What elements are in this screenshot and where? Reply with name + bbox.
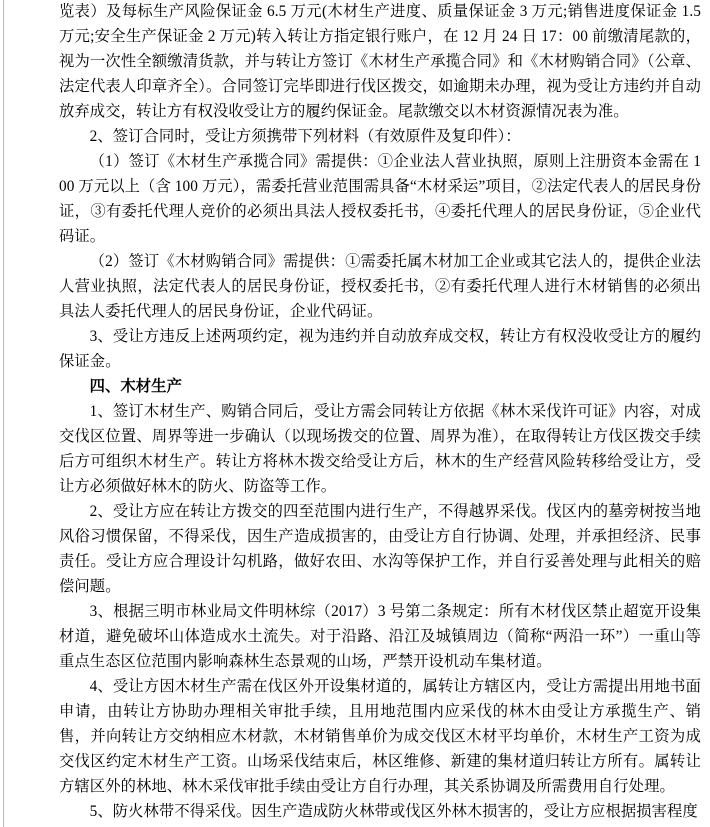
paragraph-clause-5-firebreak-clipped: 5、防火林带不得采伐。因生产造成防火林带或伐区外林木损害的，受让方应根据损害程度 <box>89 803 698 820</box>
paragraph-payment-terms-continuation: 览表）及每标生产风险保证金 6.5 万元(木材生产进度、质量保证金 3 万元;销售进度保证金 1.5 万元;安全生产保证金 2 万元)转入转让方指定银行账户，在 12 月 24 日 17：00 前缴清尾款的，视为一次性全额缴清货款，并与转让方签订《木材生产承揽合同》和《木材购销合同》（公章、法定代表人印章齐全）。合同签订完毕即进行伐区拨交，如逾期未办理，视为受让方违约并自动放弃成交，转让方有权没收受让方的履约保证金。尾款缴交以木材资源情况表为准。 <box>59 3 701 120</box>
paragraph-clause-2-contract-materials: 2、签订合同时，受让方须携带下列材料（有效原件及复印件）： <box>89 128 521 145</box>
page-left-border-line <box>3 0 4 827</box>
paragraph-clause-2-boundary-and-liability: 2、受让方应在转让方拨交的四至范围内进行生产，不得越界采伐。伐区内的墓旁树按当地风俗习惯保留，不得采伐，因生产造成损害的，由受让方自行协调、处理，并承担经济、民事责任。受让方应合理设计勾机路，做好农田、水沟等保护工作，并自行妥善处理与此相关的赔偿问题。 <box>59 503 701 595</box>
paragraph-clause-1-felling-permit-handover: 1、签订木材生产、购销合同后，受让方需会同转让方依据《林木采伐许可证》内容，对成交伐区位置、周界等进一步确认（以现场拨交的位置、周界为准），在取得转让方伐区拨交手续后方可组织木材生产。转让方将林木拨交给受让方后，林木的生产经营风险转移给受让方，受让方必须做好林木的防火、防盗等工作。 <box>59 403 701 495</box>
paragraph-item-1-production-contract-docs: （1）签订《木材生产承揽合同》需提供：①企业法人营业执照，原则上注册资本金需在 100 万元以上（含 100 万元），需委托营业范围需具备“木材采运”项目，②法定代表人的居民身份证，③有委托代理人竞价的必须出具法人授权委托书，④委托代理人的居民身份证，⑤企业代码证。 <box>59 153 701 245</box>
section-heading-4-timber-production: 四、木材生产 <box>89 378 182 395</box>
paragraph-item-2-purchase-contract-docs: （2）签订《木材购销合同》需提供：①需委托属木材加工企业或其它法人的，提供企业法人营业执照，法定代表人的居民身份证，授权委托书，②有委托代理人进行木材销售的必须出具法人委托代理人的居民身份证，企业代码证。 <box>59 253 701 320</box>
paragraph-clause-4-skid-road-outside-area: 4、受让方因木材生产需在伐区外开设集材道的，属转让方辖区内，受让方需提出用地书面申请，由转让方协助办理相关审批手续，且用地范围内应采伐的林木由受让方承揽生产、销售，并向转让方交纳相应木材款，木材销售单价为成交伐区木材平均单价，木材生产工资为成交伐区约定木材生产工资。山场采伐结束后，林区维修、新建的集材道归转让方所有。属转让方辖区外的林地、林木采伐审批手续由受让方自行办理，其关系协调及所需费用自行处理。 <box>59 678 701 795</box>
paragraph-clause-3-skid-road-restrictions: 3、根据三明市林业局文件明林综（2017）3 号第二条规定：所有木材伐区禁止超宽开设集材道，避免破坏山体造成水土流失。对于沿路、沿江及城镇周边（简称“两沿一环”）一重山等重点生态区位范围内影响森林生态景观的山场，严禁开设机动车集材道。 <box>59 603 701 670</box>
paragraph-clause-3-breach-forfeit: 3、受让方违反上述两项约定，视为违约并自动放弃成交权，转让方有权没收受让方的履约保证金。 <box>59 328 701 370</box>
document-content <box>59 0 701 824</box>
